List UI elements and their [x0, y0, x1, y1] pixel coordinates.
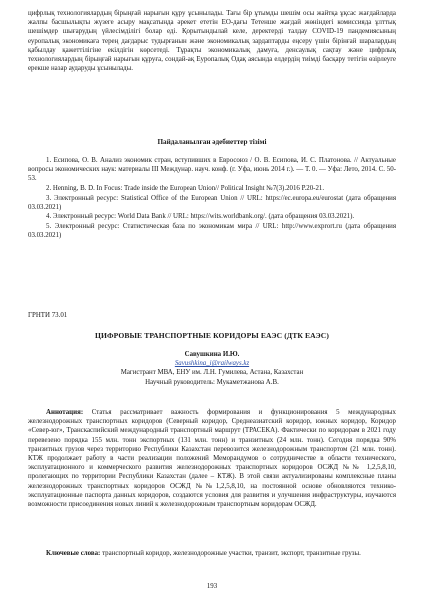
keywords-text: транспортный коридор, железнодорожные участки, транзит, экспорт, транзитные грузы.	[100, 550, 361, 557]
abstract-text: Статья рассматривает важность формирования и функционирования 5 международных железнодорожных транспортных коридоров (Северный коридор, Среднеазиатский коридор, южных коридор, Коридор «Север-юг», Транскаспийский международный транспортный маршрут (ТРАСЕКА). Фактически по коридорам в 2021 году перевезено порядка 155 млн. тонн экспортных (131 млн. тонн) и транзитных (24 млн. тонн). Сегодня порядка 90% транзитных грузов через территорию Республики Казахстан перевозится железнодорожным транспортом (21 млн. тонн). КТЖ продолжает работу в части реализации положений Меморандумов о сотрудничестве в области технического, эксплуатационного и коммерческого развития железнодорожных транспортных коридоров ОСЖД №№ 1,2,5,8,10, пролегающих по территории Республики Казахстан (далее – КТЖ). В этой связи актуализированы комплексные планы железнодорожных транспортных коридоров ОСЖД №№1,2,5,8,10, на постоянной основе обновляются технико-эксплуатационные паспорта данных коридоров, создаются условия для развития и улучшения инфраструктуры, изучаются возможности присоединения новых линий к железнодорожным транспортным коридорам ОСЖД.	[28, 409, 396, 509]
reference-item-1: 1. Есипова, О. В. Анализ экономик стран, вступивших в Евросоюз / О. В. Есипова, И. С. Платонова. // Актуальные вопросы экономических наук: материалы III Междунар. науч. конф. (г. Уфа, июнь 2014 г.). — Т. 0. — Уфа: Лето, 2014. С. 50-53.	[28, 157, 396, 183]
abstract-label: Аннотация:	[46, 409, 84, 416]
grnti-code: ГРНТИ 73.01	[28, 312, 68, 319]
article-title: ЦИФРОВЫЕ ТРАНСПОРТНЫЕ КОРИДОРЫ ЕАЭС (ДТК ЕАЭС)	[95, 331, 329, 340]
intro-paragraph: цифрлық технологиялардың бірыңғай нарығын құру ұсынылады. Тағы бір ұтымды шешім осы жайтқа ұқсас жағдайларда жалпы басшылықты жүзеге асыру мақсатында әрекет ететін ЕО-дағы Тетенше жағдай жөніндегі комиссияда ұлттық шешімдер шығарудың үйлесімділігі болар еді. Қорытындылай келе, деректерді талдау COVID-19 пандемиясының еуропалық экономикаға терең дағдарыс тудырғанын және экономикалық зардаптарды еңсеру үшін бірінғай шаралардың қабылдау қажеттілігіне екілдігін көрсетеді. Тұрақты экономикалық дамуға, денсаулық сақтау және цифрлық технологиялардың бірыңғай нарығын құруға, сондай-ақ Еуропалық Одақ аясында елдердің тиімді басқару тетігін өзірлеуге ерекше назар аударуды ұсынылады.	[28, 10, 396, 73]
references-heading: Пайдаланылған әдебиеттер тізімі	[157, 138, 267, 146]
reference-item-2: 2. Henning, B. D. In Focus: Trade inside the European Union// Political Insight №7(3).2016 Р.20-21.	[46, 185, 325, 192]
keywords-label: Ключевые слова:	[46, 550, 101, 557]
author-email-link[interactable]: Savushkina_i@railways.kz	[174, 360, 250, 368]
reference-item-4: 4. Электронный ресурс: World Data Bank // URL: https://wits.worldbank.org/. (дата обращения 03.03.2021).	[46, 213, 355, 221]
page-number: 193	[206, 583, 218, 590]
reference-item-3: 3. Электронный ресурс: Statistical Office of the European Union // URL: https://ec.europa.eu/eurostat (дата обращения 03.03.2021)	[28, 194, 396, 211]
reference-item-5: 5. Электронный ресурс: Статистическая база по экономикам мира // URL: http://www.exprort.ru (дата обращения 03.03.2021)	[28, 222, 396, 240]
keywords-paragraph	[28, 549, 396, 558]
author-affiliation: Магистрант МВА, ЕНУ им. Л.Н. Гумилева, Астана, Казахстан	[120, 369, 304, 377]
supervisor-line: Научный руководитель: Мукаметжанова А.В.	[145, 378, 279, 386]
author-block	[28, 350, 396, 387]
abstract-paragraph	[28, 408, 396, 509]
references-list	[28, 156, 396, 241]
author-name: Савушкина И.Ю.	[184, 351, 240, 358]
